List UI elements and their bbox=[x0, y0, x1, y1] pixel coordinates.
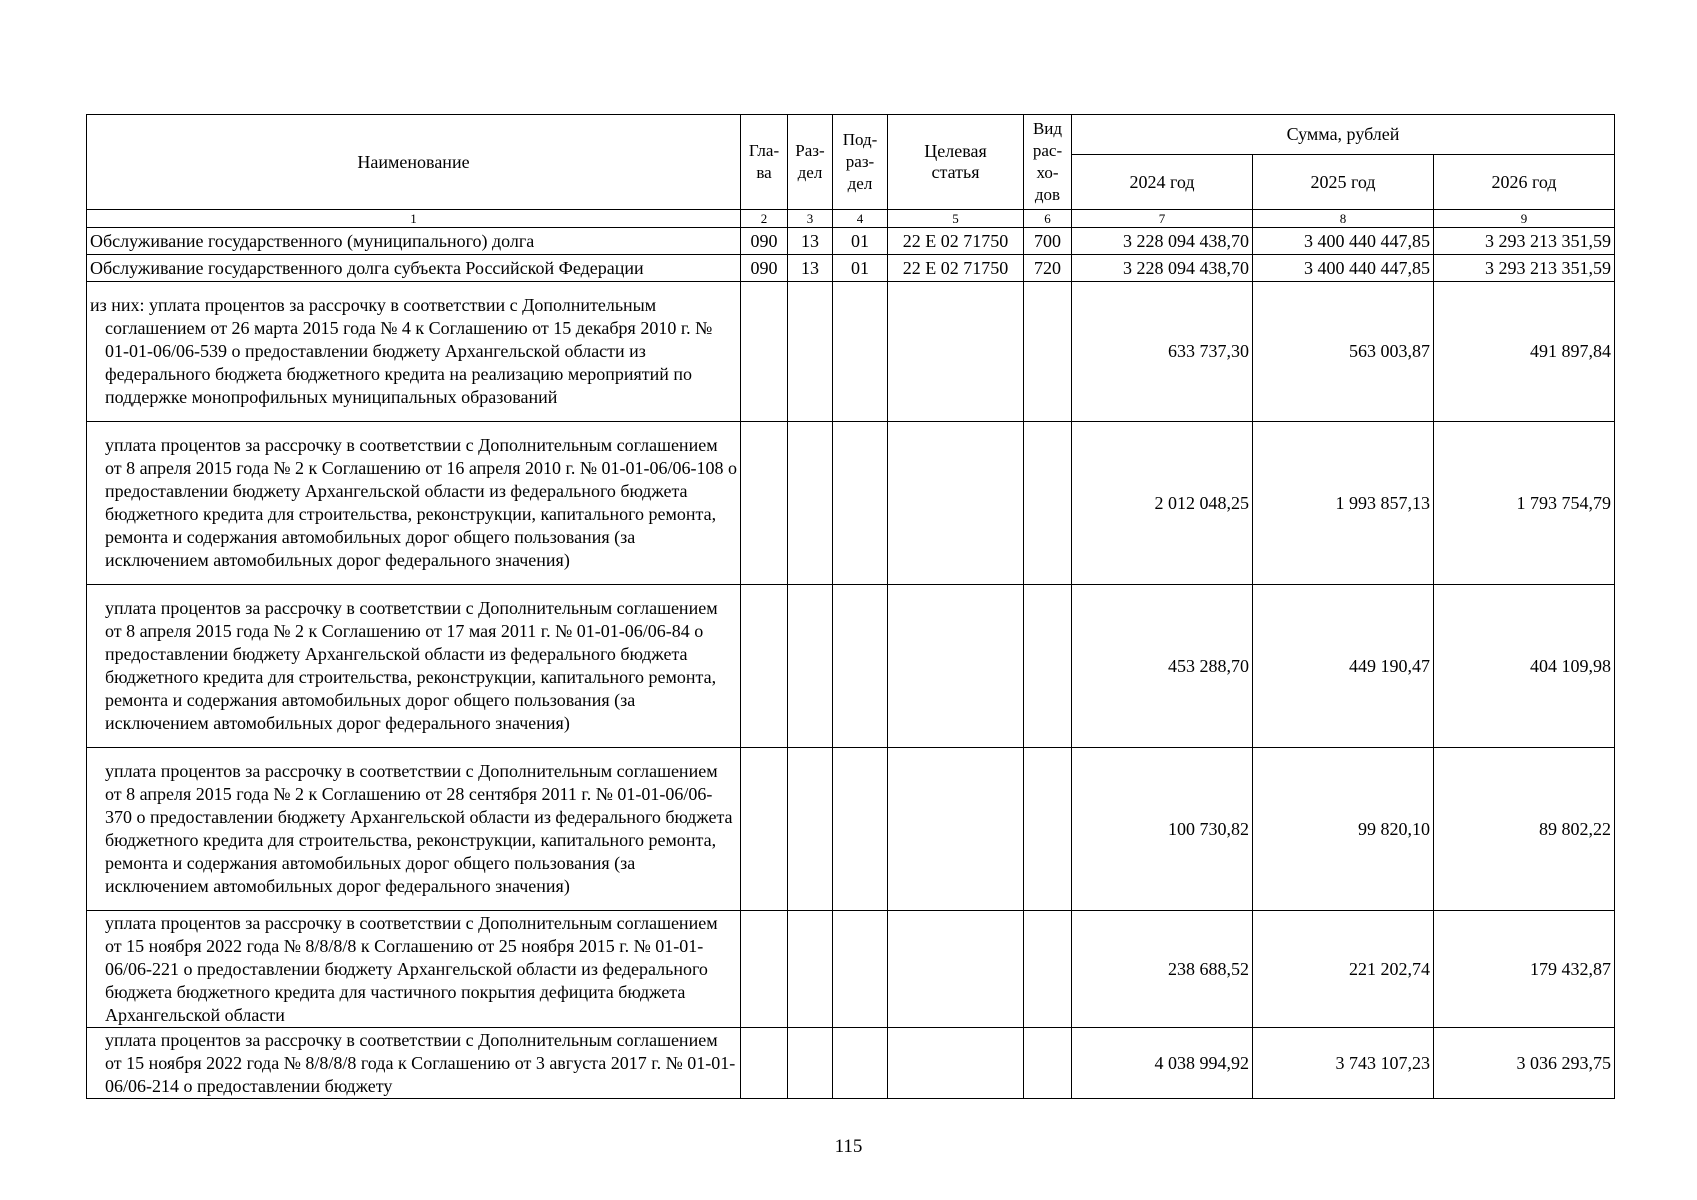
row-target: 22 Е 02 71750 bbox=[888, 228, 1024, 255]
empty-cell bbox=[888, 282, 1024, 422]
empty-cell bbox=[833, 422, 888, 585]
column-number: 5 bbox=[888, 210, 1024, 228]
column-number: 1 bbox=[87, 210, 741, 228]
empty-cell bbox=[1024, 1028, 1072, 1099]
row-chapter: 090 bbox=[741, 228, 788, 255]
empty-cell bbox=[888, 585, 1024, 748]
empty-cell bbox=[1024, 748, 1072, 911]
row-value-2026: 491 897,84 bbox=[1434, 282, 1615, 422]
empty-cell bbox=[788, 282, 833, 422]
row-value-2026: 179 432,87 bbox=[1434, 911, 1615, 1028]
row-value-2024: 3 228 094 438,70 bbox=[1072, 255, 1253, 282]
row-value-2025: 1 993 857,13 bbox=[1253, 422, 1434, 585]
row-value-2024: 633 737,30 bbox=[1072, 282, 1253, 422]
column-number: 8 bbox=[1253, 210, 1434, 228]
row-name: Обслуживание государственного (муниципального) долга bbox=[87, 228, 741, 255]
column-number: 4 bbox=[833, 210, 888, 228]
table-row bbox=[87, 585, 1615, 748]
empty-cell bbox=[1024, 282, 1072, 422]
row-value-2024: 4 038 994,92 bbox=[1072, 1028, 1253, 1099]
row-value-2025: 221 202,74 bbox=[1253, 911, 1434, 1028]
empty-cell bbox=[833, 911, 888, 1028]
table-row bbox=[87, 422, 1615, 585]
header-chapter: Гла- ва bbox=[741, 115, 788, 210]
empty-cell bbox=[833, 282, 888, 422]
row-value-2024: 3 228 094 438,70 bbox=[1072, 228, 1253, 255]
page-number: 115 bbox=[834, 1136, 863, 1157]
empty-cell bbox=[741, 422, 788, 585]
header-section: Раз- дел bbox=[788, 115, 833, 210]
header-sum: Сумма, рублей bbox=[1072, 115, 1615, 155]
row-name: уплата процентов за рассрочку в соответствии с Дополнительным соглашением от 15 ноября 2022 года № 8/8/8/8 к Соглашению от 25 ноября 2015 г. № 01-01-06/06-221 о предоставлении бюджету Архангельской области из федерального бюджета бюджетного кредита для частичного покрытия дефицита бюджета Архангельской области bbox=[87, 911, 741, 1028]
header-target: Целевая статья bbox=[888, 115, 1024, 210]
empty-cell bbox=[833, 585, 888, 748]
empty-cell bbox=[888, 422, 1024, 585]
empty-cell bbox=[741, 748, 788, 911]
column-number: 6 bbox=[1024, 210, 1072, 228]
row-value-2025: 3 743 107,23 bbox=[1253, 1028, 1434, 1099]
row-subsection: 01 bbox=[833, 255, 888, 282]
row-value-2026: 3 293 213 351,59 bbox=[1434, 228, 1615, 255]
row-section: 13 bbox=[788, 228, 833, 255]
row-name: уплата процентов за рассрочку в соответствии с Дополнительным соглашением от 8 апреля 2015 года № 2 к Соглашению от 16 апреля 2010 г. № 01-01-06/06-108 о предоставлении бюджету Архангельской области из федерального бюджета бюджетного кредита для строительства, реконструкции, капитального ремонта, ремонта и содержания автомобильных дорог общего пользования (за исключением автомобильных дорог федерального значения) bbox=[87, 422, 741, 585]
empty-cell bbox=[741, 1028, 788, 1099]
column-numbers-row bbox=[87, 210, 1615, 228]
empty-cell bbox=[741, 911, 788, 1028]
empty-cell bbox=[888, 911, 1024, 1028]
header-expense-type: Вид рас- хо- дов bbox=[1024, 115, 1072, 210]
row-value-2025: 3 400 440 447,85 bbox=[1253, 255, 1434, 282]
column-number: 2 bbox=[741, 210, 788, 228]
row-value-2026: 404 109,98 bbox=[1434, 585, 1615, 748]
empty-cell bbox=[788, 585, 833, 748]
empty-cell bbox=[1024, 422, 1072, 585]
row-expense-type: 700 bbox=[1024, 228, 1072, 255]
row-name: уплата процентов за рассрочку в соответствии с Дополнительным соглашением от 15 ноября 2022 года № 8/8/8/8 года к Соглашению от 3 августа 2017 г. № 01-01-06/06-214 о предоставлении бюджету bbox=[87, 1028, 741, 1099]
row-expense-type: 720 bbox=[1024, 255, 1072, 282]
row-value-2025: 563 003,87 bbox=[1253, 282, 1434, 422]
table-row bbox=[87, 228, 1615, 255]
row-subsection: 01 bbox=[833, 228, 888, 255]
row-value-2024: 100 730,82 bbox=[1072, 748, 1253, 911]
row-value-2024: 453 288,70 bbox=[1072, 585, 1253, 748]
row-value-2026: 89 802,22 bbox=[1434, 748, 1615, 911]
header-subsection: Под- раз- дел bbox=[833, 115, 888, 210]
row-chapter: 090 bbox=[741, 255, 788, 282]
row-value-2026: 1 793 754,79 bbox=[1434, 422, 1615, 585]
empty-cell bbox=[788, 748, 833, 911]
empty-cell bbox=[833, 748, 888, 911]
empty-cell bbox=[1024, 911, 1072, 1028]
column-number: 7 bbox=[1072, 210, 1253, 228]
header-year-2026: 2026 год bbox=[1434, 155, 1615, 210]
empty-cell bbox=[741, 282, 788, 422]
table-row bbox=[87, 911, 1615, 1028]
column-number: 9 bbox=[1434, 210, 1615, 228]
empty-cell bbox=[788, 422, 833, 585]
row-section: 13 bbox=[788, 255, 833, 282]
row-name: из них: уплата процентов за рассрочку в соответствии с Дополнительным соглашением от 26 марта 2015 года № 4 к Соглашению от 15 декабря 2010 г. № 01-01-06/06-539 о предоставлении бюджету Архангельской области из федерального бюджета бюджетного кредита на реализацию мероприятий по поддержке монопрофильных муниципальных образований bbox=[87, 282, 741, 422]
row-value-2026: 3 036 293,75 bbox=[1434, 1028, 1615, 1099]
budget-table bbox=[86, 114, 1615, 1099]
empty-cell bbox=[888, 748, 1024, 911]
row-value-2025: 99 820,10 bbox=[1253, 748, 1434, 911]
empty-cell bbox=[1024, 585, 1072, 748]
row-value-2024: 2 012 048,25 bbox=[1072, 422, 1253, 585]
table-row bbox=[87, 282, 1615, 422]
header-year-2025: 2025 год bbox=[1253, 155, 1434, 210]
row-target: 22 Е 02 71750 bbox=[888, 255, 1024, 282]
header-year-2024: 2024 год bbox=[1072, 155, 1253, 210]
column-number: 3 bbox=[788, 210, 833, 228]
empty-cell bbox=[741, 585, 788, 748]
row-value-2025: 3 400 440 447,85 bbox=[1253, 228, 1434, 255]
empty-cell bbox=[888, 1028, 1024, 1099]
table-row bbox=[87, 748, 1615, 911]
row-value-2025: 449 190,47 bbox=[1253, 585, 1434, 748]
row-value-2024: 238 688,52 bbox=[1072, 911, 1253, 1028]
empty-cell bbox=[788, 911, 833, 1028]
table-row bbox=[87, 1028, 1615, 1099]
empty-cell bbox=[833, 1028, 888, 1099]
row-value-2026: 3 293 213 351,59 bbox=[1434, 255, 1615, 282]
empty-cell bbox=[788, 1028, 833, 1099]
header-name: Наименование bbox=[87, 115, 741, 210]
row-name: Обслуживание государственного долга субъекта Российской Федерации bbox=[87, 255, 741, 282]
row-name: уплата процентов за рассрочку в соответствии с Дополнительным соглашением от 8 апреля 2015 года № 2 к Соглашению от 28 сентября 2011 г. № 01-01-06/06-370 о предоставлении бюджету Архангельской области из федерального бюджета бюджетного кредита для строительства, реконструкции, капитального ремонта, ремонта и содержания автомобильных дорог общего пользования (за исключением автомобильных дорог федерального значения) bbox=[87, 748, 741, 911]
table-row bbox=[87, 255, 1615, 282]
row-name: уплата процентов за рассрочку в соответствии с Дополнительным соглашением от 8 апреля 2015 года № 2 к Соглашению от 17 мая 2011 г. № 01-01-06/06-84 о предоставлении бюджету Архангельской области из федерального бюджета бюджетного кредита для строительства, реконструкции, капитального ремонта, ремонта и содержания автомобильных дорог общего пользования (за исключением автомобильных дорог федерального значения) bbox=[87, 585, 741, 748]
